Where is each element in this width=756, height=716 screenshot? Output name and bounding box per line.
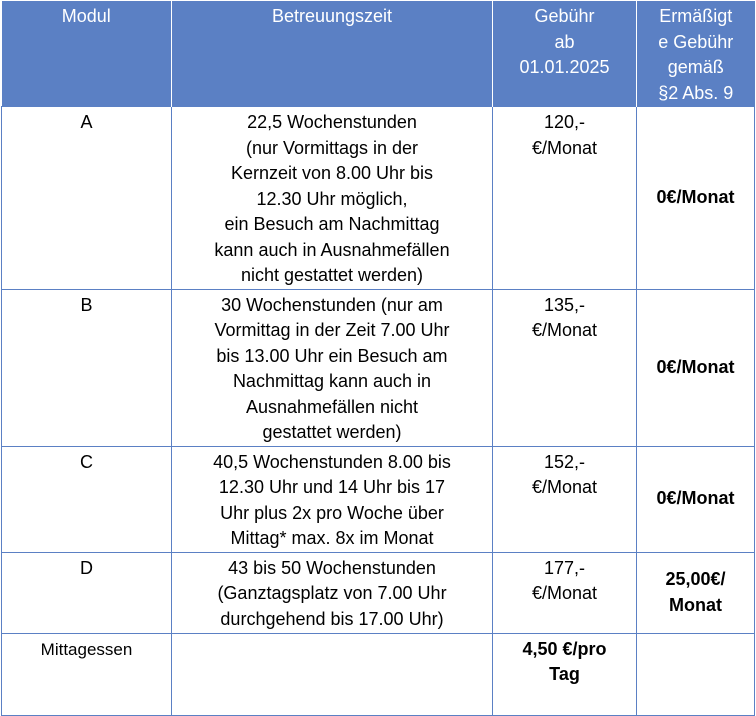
table-row-modul-a (2, 107, 755, 290)
cell-modul: B (2, 289, 172, 446)
header-betreuungszeit: Betreuungszeit (172, 1, 493, 107)
cell-betreuungszeit: 40,5 Wochenstunden 8.00 bis 12.30 Uhr und 14 Uhr bis 17 Uhr plus 2x pro Woche über Mittag* max. 8x im Monat (172, 446, 493, 552)
cell-gebuehr: 177,- €/Monat (493, 552, 637, 633)
fee-table (1, 1, 755, 716)
header-modul: Modul (2, 1, 172, 107)
header-gebuehr: Gebühr ab 01.01.2025 (493, 1, 637, 107)
cell-gebuehr: 135,- €/Monat (493, 289, 637, 446)
cell-modul: Mittagessen (2, 633, 172, 715)
cell-ermaessigte-gebuehr: 25,00€/ Monat (637, 552, 755, 633)
cell-gebuehr: 120,- €/Monat (493, 107, 637, 290)
cell-modul: C (2, 446, 172, 552)
table-header-row (2, 1, 755, 107)
table-row-modul-b (2, 289, 755, 446)
table-row-modul-c (2, 446, 755, 552)
cell-ermaessigte-gebuehr: 0€/Monat (637, 107, 755, 290)
cell-gebuehr: 4,50 €/pro Tag (493, 633, 637, 715)
cell-gebuehr: 152,- €/Monat (493, 446, 637, 552)
cell-ermaessigte-gebuehr: 0€/Monat (637, 446, 755, 552)
table-row-modul-d (2, 552, 755, 633)
cell-betreuungszeit (172, 633, 493, 715)
cell-betreuungszeit: 30 Wochenstunden (nur am Vormittag in der Zeit 7.00 Uhr bis 13.00 Uhr ein Besuch am Nachmittag kann auch in Ausnahmefällen nicht gestattet werden) (172, 289, 493, 446)
cell-ermaessigte-gebuehr: 0€/Monat (637, 289, 755, 446)
cell-betreuungszeit: 43 bis 50 Wochenstunden (Ganztagsplatz von 7.00 Uhr durchgehend bis 17.00 Uhr) (172, 552, 493, 633)
cell-betreuungszeit: 22,5 Wochenstunden (nur Vormittags in der Kernzeit von 8.00 Uhr bis 12.30 Uhr möglich, ein Besuch am Nachmittag kann auch in Ausnahmefällen nicht gestattet werden) (172, 107, 493, 290)
header-ermaessigte-gebuehr: Ermäßigt e Gebühr gemäß §2 Abs. 9 (637, 1, 755, 107)
cell-modul: D (2, 552, 172, 633)
cell-modul: A (2, 107, 172, 290)
cell-ermaessigte-gebuehr (637, 633, 755, 715)
table-row-mittagessen (2, 633, 755, 715)
